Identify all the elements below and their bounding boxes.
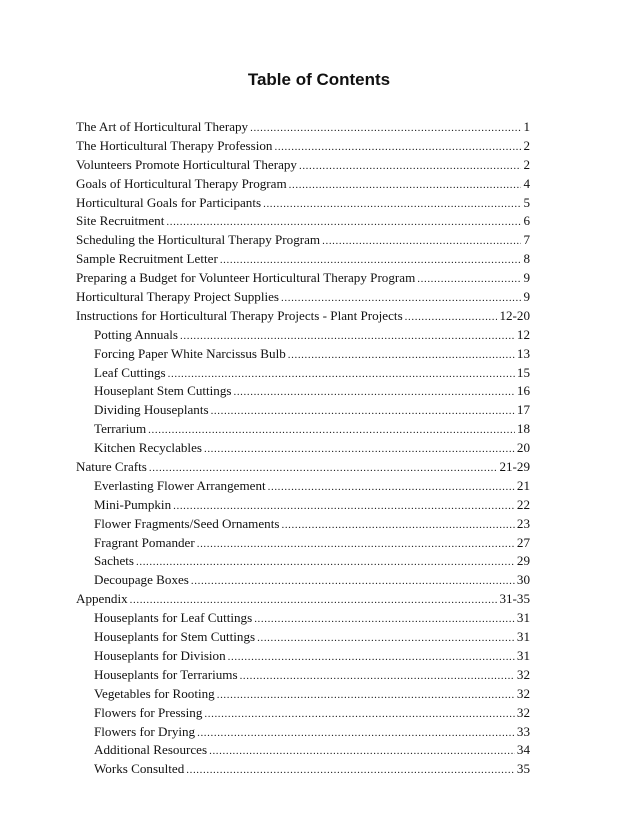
toc-page-number: 6	[523, 213, 530, 229]
toc-entry-label: Instructions for Horticultural Therapy Projects - Plant Projects	[76, 307, 403, 323]
toc-entry-label: Houseplants for Leaf Cuttings	[94, 610, 253, 626]
toc-page-number: 22	[516, 496, 530, 512]
toc-entry-label: Appendix	[76, 591, 128, 607]
toc-page-number: 23	[516, 515, 530, 531]
toc-entry-label: Preparing a Budget for Volunteer Horticultural Therapy Program	[76, 270, 416, 286]
toc-entry	[76, 157, 530, 176]
toc-subentry	[76, 516, 530, 535]
dot-leader	[209, 745, 515, 757]
toc-page-number: 27	[516, 534, 530, 550]
dot-leader	[204, 443, 515, 455]
toc-page-number: 29	[516, 553, 530, 569]
toc-subentry	[76, 705, 530, 724]
toc-entry	[76, 213, 530, 232]
toc-entry-label: Forcing Paper White Narcissus Bulb	[94, 345, 286, 361]
toc-entry	[76, 138, 530, 157]
dot-leader	[233, 386, 514, 398]
toc-entry	[76, 459, 530, 478]
dot-leader	[191, 575, 515, 587]
dot-leader	[166, 216, 521, 228]
toc-page-number: 30	[516, 572, 530, 588]
toc-page-number: 34	[516, 742, 530, 758]
toc-list	[76, 119, 530, 780]
toc-page-number: 32	[516, 704, 530, 720]
toc-page-number: 31	[516, 647, 530, 663]
toc-entry	[76, 119, 530, 138]
toc-page-number: 13	[516, 345, 530, 361]
toc-page-number: 20	[516, 440, 530, 456]
toc-entry-label: Sachets	[94, 553, 134, 569]
toc-entry	[76, 289, 530, 308]
toc-entry-label: Horticultural Therapy Project Supplies	[76, 289, 280, 305]
toc-page-number: 4	[523, 175, 530, 191]
toc-entry-label: Leaf Cuttings	[94, 364, 166, 380]
toc-page-number: 33	[516, 723, 530, 739]
toc-entry-label: Houseplants for Division	[94, 647, 226, 663]
dot-leader	[405, 311, 498, 323]
dot-leader	[288, 349, 515, 361]
toc-subentry	[76, 402, 530, 421]
dot-leader	[186, 764, 515, 776]
toc-page-number: 21	[516, 477, 530, 493]
toc-entry-label: Goals of Horticultural Therapy Program	[76, 175, 287, 191]
dot-leader	[211, 405, 515, 417]
toc-entry-label: Fragrant Pomander	[94, 534, 195, 550]
dot-leader	[240, 670, 515, 682]
dot-leader	[250, 122, 521, 134]
dot-leader	[417, 273, 521, 285]
toc-entry-label: Flowers for Drying	[94, 723, 196, 739]
toc-page-number: 12-20	[499, 307, 530, 323]
toc-subentry	[76, 761, 530, 780]
toc-entry-label: Sample Recruitment Letter	[76, 251, 218, 267]
dot-leader	[281, 519, 514, 531]
toc-entry	[76, 591, 530, 610]
toc-entry-label: Additional Resources	[94, 742, 208, 758]
dot-leader	[197, 538, 515, 550]
toc-page-number: 15	[516, 364, 530, 380]
toc-subentry	[76, 629, 530, 648]
dot-leader	[228, 651, 515, 663]
toc-page-number: 7	[523, 232, 530, 248]
toc-entry-label: Terrarium	[94, 421, 147, 437]
toc-subentry	[76, 648, 530, 667]
toc-page-number: 9	[523, 270, 530, 286]
dot-leader	[217, 689, 515, 701]
toc-page-number: 21-29	[499, 459, 530, 475]
toc-subentry	[76, 724, 530, 743]
toc-subentry	[76, 440, 530, 459]
toc-entry-label: Decoupage Boxes	[94, 572, 189, 588]
toc-entry-label: Houseplants for Stem Cuttings	[94, 629, 256, 645]
dot-leader	[197, 727, 515, 739]
toc-entry-label: Houseplant Stem Cuttings	[94, 383, 232, 399]
toc-entry	[76, 195, 530, 214]
toc-page-number: 31	[516, 629, 530, 645]
toc-entry	[76, 308, 530, 327]
toc-page-number: 2	[523, 156, 530, 172]
toc-entry-label: Works Consulted	[94, 761, 185, 777]
toc-page-number: 8	[523, 251, 530, 267]
toc-entry-label: Potting Annuals	[94, 326, 179, 342]
dot-leader	[168, 368, 515, 380]
toc-subentry	[76, 327, 530, 346]
toc-entry-label: The Art of Horticultural Therapy	[76, 119, 249, 134]
dot-leader	[149, 462, 498, 474]
toc-entry-label: Nature Crafts	[76, 459, 147, 475]
toc-entry-label: Scheduling the Horticultural Therapy Program	[76, 232, 321, 248]
toc-subentry	[76, 421, 530, 440]
dot-leader	[322, 235, 521, 247]
toc-subentry	[76, 383, 530, 402]
dot-leader	[268, 481, 515, 493]
toc-page-number: 9	[523, 289, 530, 305]
dot-leader	[289, 179, 522, 191]
toc-page-number: 35	[516, 761, 530, 777]
toc-page-number: 18	[516, 421, 530, 437]
toc-page-number: 32	[516, 685, 530, 701]
toc-subentry	[76, 610, 530, 629]
toc-subentry	[76, 667, 530, 686]
toc-page-number: 31	[516, 610, 530, 626]
dot-leader	[220, 254, 522, 266]
toc-page-number: 17	[516, 402, 530, 418]
dot-leader	[180, 330, 515, 342]
toc-entry	[76, 251, 530, 270]
toc-page-number: 12	[516, 326, 530, 342]
toc-entry-label: Vegetables for Rooting	[94, 685, 215, 701]
dot-leader	[130, 594, 498, 606]
toc-entry-label: Mini-Pumpkin	[94, 496, 172, 512]
toc-subentry	[76, 365, 530, 384]
toc-entry-label: Dividing Houseplants	[94, 402, 209, 418]
toc-entry-label: Houseplants for Terrariums	[94, 666, 238, 682]
toc-subentry	[76, 346, 530, 365]
dot-leader	[136, 556, 515, 568]
toc-page-number: 31-35	[499, 591, 530, 607]
toc-entry-label: Kitchen Recyclables	[94, 440, 202, 456]
toc-subentry	[76, 742, 530, 761]
toc-entry-label: Horticultural Goals for Participants	[76, 194, 262, 210]
toc-entry-label: Site Recruitment	[76, 213, 165, 229]
toc-page-number: 5	[523, 194, 530, 210]
toc-entry	[76, 232, 530, 251]
toc-subentry	[76, 535, 530, 554]
toc-subentry	[76, 553, 530, 572]
toc-entry-label: Flower Fragments/Seed Ornaments	[94, 515, 280, 531]
toc-subentry	[76, 572, 530, 591]
toc-entry	[76, 270, 530, 289]
toc-entry-label: The Horticultural Therapy Profession	[76, 137, 273, 153]
dot-leader	[173, 500, 515, 512]
dot-leader	[281, 292, 521, 304]
page-title: Table of Contents	[247, 70, 391, 89]
toc-page-number: 2	[523, 137, 530, 153]
toc-subentry	[76, 686, 530, 705]
dot-leader	[204, 708, 515, 720]
dot-leader	[299, 160, 521, 172]
toc-entry-label: Everlasting Flower Arrangement	[94, 477, 266, 493]
dot-leader	[274, 141, 521, 153]
toc-entry-label: Flowers for Pressing	[94, 704, 203, 720]
dot-leader	[148, 424, 515, 436]
toc-page-number: 32	[516, 666, 530, 682]
toc-entry-label: Volunteers Promote Horticultural Therapy	[76, 156, 297, 172]
toc-entry	[76, 176, 530, 195]
dot-leader	[254, 613, 515, 625]
toc-subentry	[76, 497, 530, 516]
dot-leader	[257, 632, 515, 644]
toc-subentry	[76, 478, 530, 497]
toc-page-number: 1	[523, 119, 530, 134]
toc-page-number: 16	[516, 383, 530, 399]
dot-leader	[263, 198, 521, 210]
